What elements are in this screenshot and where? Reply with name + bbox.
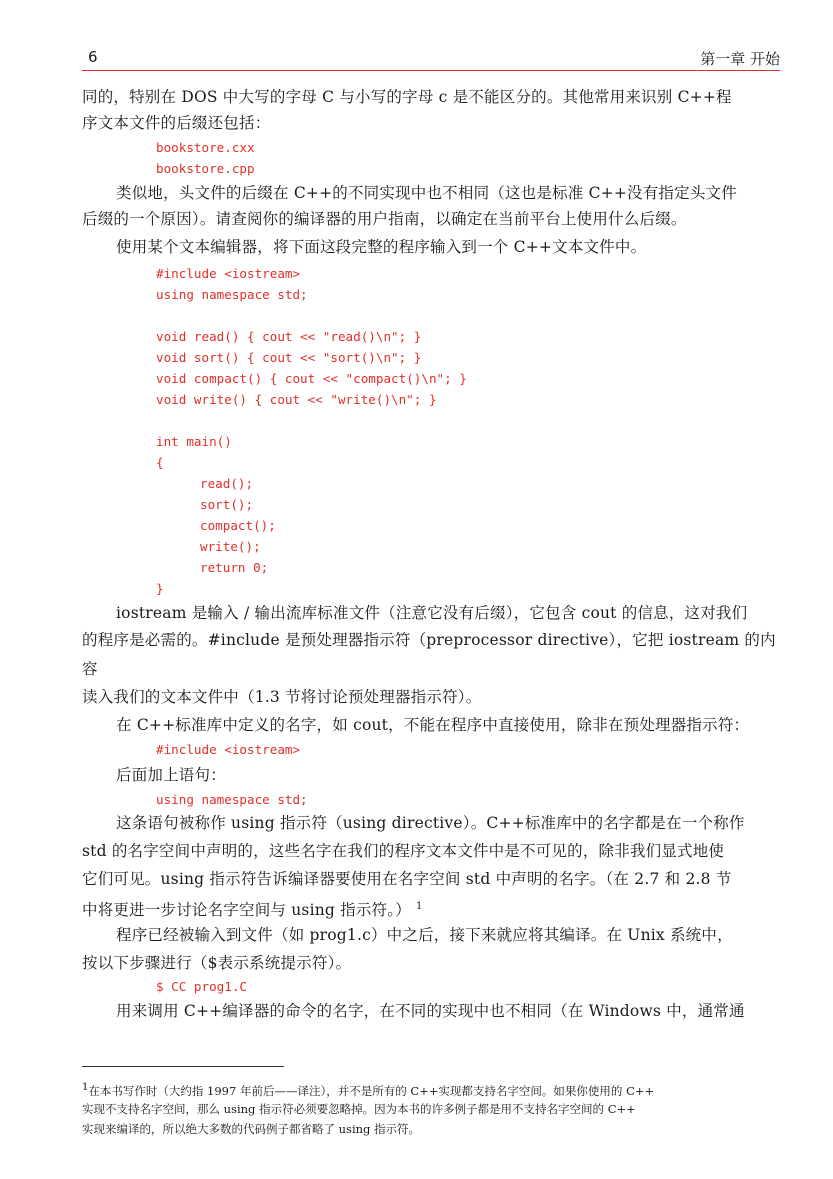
body-line: 它们可见。using 指示符告诉编译器要使用在名字空间 std 中声明的名字。（在 2.7 和 2.8 节: [82, 870, 732, 888]
footnote-marker: 1: [82, 1082, 89, 1093]
code-line: bookstore.cpp: [156, 161, 255, 176]
code-line: return 0;: [200, 560, 269, 575]
body-line: std 的名字空间中声明的，这些名字在我们的程序文本文件中是不可见的，除非我们显式地使: [82, 842, 725, 860]
body-line: 容: [82, 660, 98, 678]
code-line: $ CC prog1.C: [156, 979, 247, 994]
code-line: #include <iostream>: [156, 266, 301, 281]
chapter-title: 第一章 开始: [700, 50, 780, 68]
footnote-ref: 1: [416, 901, 423, 912]
code-line: void sort() { cout << "sort()\n"; }: [156, 350, 422, 365]
body-line: 这条语句被称作 using 指示符（using directive）。C++标准库中的名字都是在一个称作: [116, 814, 745, 832]
footnote-line: 实现来编译的，所以绝大多数的代码例子都省略了 using 指示符。: [82, 1122, 421, 1136]
code-line: void read() { cout << "read()\n"; }: [156, 329, 422, 344]
code-line: using namespace std;: [156, 792, 308, 807]
code-line: int main(): [156, 434, 232, 449]
body-line: 类似地，头文件的后缀在 C++的不同实现中也不相同（这也是标准 C++没有指定头文件: [116, 184, 737, 202]
code-line: #include <iostream>: [156, 742, 301, 757]
footnote-text: 在本书写作时（大约指 1997 年前后——译注），并不是所有的 C++实现都支持名字空间。如果你使用的 C++: [88, 1083, 655, 1098]
page-number: 6: [88, 48, 98, 66]
code-line: using namespace std;: [156, 287, 308, 302]
body-line: 读入我们的文本文件中（1.3 节将讨论预处理器指示符）。: [82, 688, 482, 706]
code-line: void compact() { cout << "compact()\n"; }: [156, 371, 467, 386]
body-line: 按以下步骤进行（$表示系统提示符）。: [82, 954, 352, 972]
code-line: compact();: [200, 518, 276, 533]
body-line: 在 C++标准库中定义的名字，如 cout，不能在程序中直接使用，除非在预处理器指示符：: [116, 716, 750, 734]
body-line: 同的，特别在 DOS 中大写的字母 C 与小写的字母 c 是不能区分的。其他常用来识别 C++程: [82, 88, 732, 106]
body-line: 用来调用 C++编译器的命令的名字，在不同的实现中也不相同（在 Windows 中，通常通: [116, 1002, 745, 1020]
code-line: void write() { cout << "write()\n"; }: [156, 392, 437, 407]
footnote-divider: [82, 1066, 284, 1067]
code-line: bookstore.cxx: [156, 140, 255, 155]
body-line: 的程序是必需的。#include 是预处理器指示符（preprocessor directive），它把 iostream 的内: [82, 631, 776, 649]
body-line: 后面加上语句：: [116, 766, 226, 784]
body-line: [82, 897, 423, 920]
body-line: iostream 是输入 / 输出流库标准文件（注意它没有后缀），它包含 cout 的信息，这对我们: [116, 604, 748, 622]
body-line: 后缀的一个原因）。请查阅你的编译器的用户指南，以确定在当前平台上使用什么后缀。: [82, 210, 687, 228]
running-header: [82, 46, 780, 71]
footnote-line: [82, 1080, 654, 1099]
footnote-line: 实现不支持名字空间，那么 using 指示符必须要忽略掉。因为本书的许多例子都是用不支持名字空间的 C++: [82, 1102, 636, 1116]
code-line: write();: [200, 539, 261, 554]
code-line: {: [156, 455, 164, 470]
code-line: sort();: [200, 497, 254, 512]
body-line-text: 中将更进一步讨论名字空间与 using 指示符。）: [82, 901, 411, 920]
code-line: read();: [200, 476, 254, 491]
body-line: 程序已经被输入到文件（如 prog1.c）中之后，接下来就应将其编译。在 Unix 系统中，: [116, 926, 733, 944]
body-line: 使用某个文本编辑器，将下面这段完整的程序输入到一个 C++文本文件中。: [116, 238, 647, 256]
code-line: }: [156, 581, 164, 596]
body-line: 序文本文件的后缀还包括：: [82, 114, 271, 132]
